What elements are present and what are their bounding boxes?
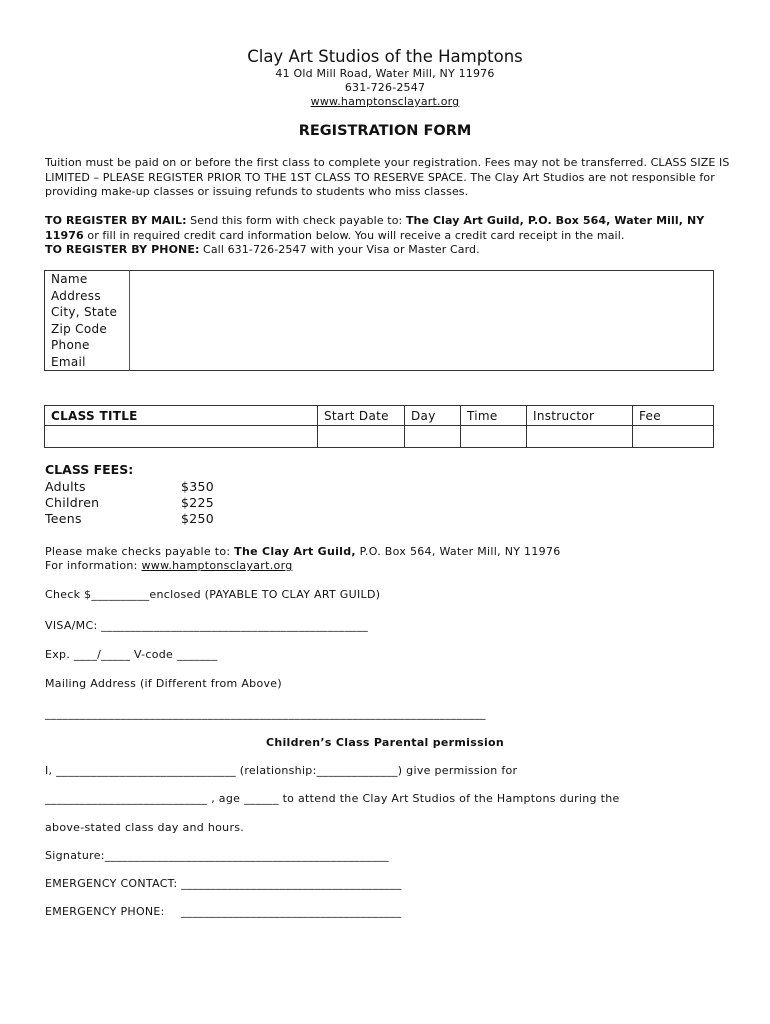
payable-suffix: P.O. Box 564, Water Mill, NY 11976 [355,545,561,558]
form-title: REGISTRATION FORM [298,123,472,139]
register-mail-text: Send this form with check payable to: [186,214,406,227]
time-cell[interactable] [461,426,527,448]
register-mail-label: TO REGISTER BY MAIL: [45,214,187,227]
city-state-field[interactable] [130,304,714,321]
organization-address: 41 Old Mill Road, Water Mill, NY 11976 [275,67,495,80]
field-label-email: Email [45,354,130,371]
organization-phone: 631-726-2547 [344,81,426,94]
fee-cell[interactable] [633,426,714,448]
field-label-zip: Zip Code [45,321,130,338]
mailing-address-line[interactable]: ____________________________________________________________________________ [45,707,486,720]
emergency-phone-label: EMERGENCY PHONE: [45,905,165,918]
field-label-phone: Phone [45,337,130,354]
zip-field[interactable] [130,321,714,338]
info-prefix: For information: [45,559,142,572]
expiration-vcode-line[interactable]: Exp. ____/_____ V-code _______ [45,648,218,661]
start-date-cell[interactable] [318,426,405,448]
mailing-address-label: Mailing Address (if Different from Above) [45,677,282,690]
fee-price-adults: $350 [181,479,215,494]
register-mail-payee: The Clay Art Guild, P.O. Box 564, Water Mill, NY 11976 [45,214,705,242]
address-field[interactable] [130,288,714,305]
column-header-fee: Fee [633,406,714,426]
class-fees-heading: CLASS FEES: [45,462,134,477]
fee-label-teens: Teens [45,511,82,526]
check-amount-line[interactable]: Check $__________enclosed (PAYABLE TO CLAY ART GUILD) [45,588,381,601]
signature-line[interactable]: Signature:_________________________________________________ [45,849,389,862]
payable-payee: The Clay Art Guild, [234,545,356,558]
fee-price-teens: $250 [181,511,215,526]
column-header-start-date: Start Date [318,406,405,426]
column-header-class-title: CLASS TITLE [45,406,318,426]
register-phone-label: TO REGISTER BY PHONE: [45,243,200,256]
field-label-city-state: City, State [45,304,130,321]
column-header-instructor: Instructor [527,406,633,426]
class-table [44,405,714,448]
phone-field[interactable] [130,337,714,354]
visa-mc-line[interactable]: VISA/MC: ______________________________________________ [45,619,369,632]
contact-info-table [44,270,714,371]
fee-label-children: Children [45,495,100,510]
emergency-contact-line[interactable]: EMERGENCY CONTACT: ______________________________________ [45,877,402,890]
instructor-cell[interactable] [527,426,633,448]
column-header-time: Time [461,406,527,426]
fee-label-adults: Adults [45,479,86,494]
payable-prefix: Please make checks payable to: [45,545,235,558]
info-website-link[interactable]: www.hamptonsclayart.org [141,559,293,572]
register-instructions [45,214,735,258]
permission-line-2[interactable]: ____________________________ , age ______ to attend the Clay Art Studios of the Hamptons during the [45,792,620,805]
name-field[interactable] [130,271,714,288]
register-phone-text: Call 631-726-2547 with your Visa or Master Card. [199,243,480,256]
register-mail-text-2: or fill in required credit card information below. You will receive a credit card receipt in the mail. [83,228,625,242]
organization-website-link[interactable]: www.hamptonsclayart.org [310,95,460,108]
email-field[interactable] [130,354,714,371]
intro-paragraph: Tuition must be paid on or before the first class to complete your registration. Fees may not be transferred. CLASS SIZE IS LIMITED – PLEASE REGISTER PRIOR TO THE 1ST CLASS TO RESERVE SPACE. The Clay Art Studios are not responsible for providing make-up classes or issuing refunds to students who miss classes. [45,156,730,198]
day-cell[interactable] [405,426,461,448]
organization-name: Clay Art Studios of the Hamptons [247,47,523,66]
emergency-phone-line[interactable]: ______________________________________ [181,905,402,918]
column-header-day: Day [405,406,461,426]
class-title-cell[interactable] [45,426,318,448]
permission-line-3: above-stated class day and hours. [45,821,245,834]
permission-line-1[interactable]: I, _______________________________ (relationship:______________) give permission for [45,764,518,777]
fee-price-children: $225 [181,495,215,510]
parental-permission-heading: Children’s Class Parental permission [265,736,504,749]
payable-line [45,545,561,558]
field-label-name: Name [45,271,130,288]
field-label-address: Address [45,288,130,305]
info-line [45,559,293,572]
